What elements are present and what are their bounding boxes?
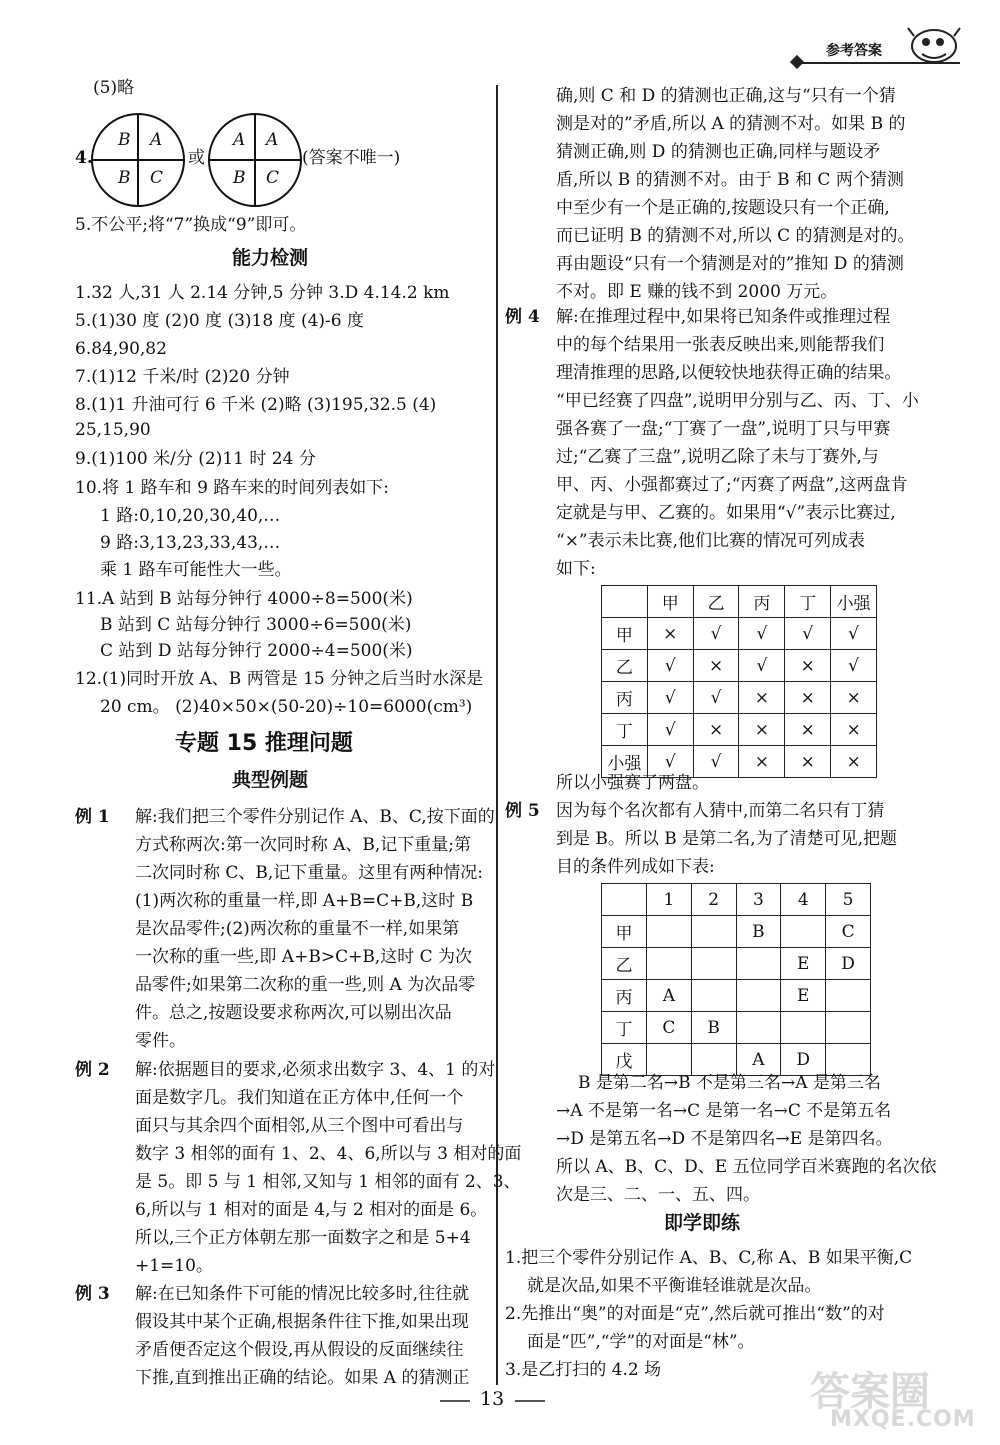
ex3-cont-line: 确,则 C 和 D 的猜测也正确,这与“只有一个猜 [556, 86, 896, 106]
table-cell: √ [647, 714, 693, 746]
table-cell: 4 [781, 884, 826, 916]
circle2-br: C [266, 168, 280, 188]
ex3-cont-line: 猜测正确,则 D 的猜测也正确,同样与题设矛 [556, 142, 881, 162]
table-row [602, 618, 877, 650]
table-cell: × [785, 682, 831, 714]
answer-line: 9 路:3,13,23,33,43,… [100, 533, 281, 553]
table-cell [602, 884, 647, 916]
ex2-line: 所以,三个正方体朝左那一面数字之和是 5+4 [135, 1228, 471, 1248]
ex2-line: 是 5。即 5 与 1 相邻,又知与 1 相邻的面有 2、3、 [135, 1172, 521, 1192]
ex3-cont-line: 测是对的”矛盾,所以 A 的猜测不对。如果 B 的 [556, 114, 906, 134]
answer-line: 乘 1 路车可能性大一些。 [100, 560, 292, 580]
table-cell: √ [647, 650, 693, 682]
ex4-line: 甲、丙、小强都赛过了;“丙赛了两盘”,这两盘肯 [556, 475, 908, 495]
ex4-conclusion: 所以小强赛了两盘。 [556, 773, 709, 793]
table-cell: √ [693, 746, 739, 778]
section-heading-practice: 即学即练 [664, 1212, 741, 1234]
ex2-line: 数字 3 相邻的面有 1、2、4、6,所以与 3 相对的面 [135, 1144, 522, 1164]
table-cell [646, 1044, 691, 1076]
circle1-tr: A [150, 130, 163, 150]
ex4-line: 理清推理的思路,以便较快地获得正确的结果。 [556, 363, 902, 383]
table-cell: √ [831, 618, 877, 650]
table-cell [691, 1044, 736, 1076]
table-cell: D [826, 948, 871, 980]
answer-line: C 站到 D 站每分钟行 2000÷4=500(米) [100, 641, 413, 661]
table-cell: B [736, 916, 781, 948]
table-cell: 乙 [602, 650, 648, 682]
answer-line: 1.32 人,31 人 2.14 分钟,5 分钟 3.D 4.14.2 km [75, 283, 450, 303]
table-cell: √ [647, 746, 693, 778]
table-cell: 小强 [831, 586, 877, 618]
ex5-line: 目的条件列成如下表: [556, 857, 715, 877]
ex5-line: 因为每个名次都有人猜中,而第二名只有丁猜 [556, 801, 885, 821]
ex1-line: 一次称的重一些,即 A+B>C+B,这时 C 为次 [135, 947, 473, 967]
ex3-cont-line: 中至少有一个是正确的,按题设只有一个正确, [556, 198, 890, 218]
ex4-line: “×”表示未比赛,他们比赛的情况可列成表 [556, 531, 866, 551]
answer-line: 5.(1)30 度 (2)0 度 (3)18 度 (4)-6 度 [75, 311, 365, 331]
ex3-line: 假设其中某个正确,根据条件往下推,如果出现 [135, 1312, 469, 1332]
table-cell: 丁 [602, 714, 648, 746]
circle1-br: C [150, 168, 164, 188]
q5-text: 5.不公平;将“7”换成“9”即可。 [75, 215, 307, 235]
ex2-line: 解:依据题目的要求,必须求出数字 3、4、1 的对 [135, 1060, 496, 1080]
circle-diagram-1 [90, 112, 186, 208]
ranking-table [601, 883, 871, 1076]
table-cell: √ [739, 618, 785, 650]
table-cell [646, 916, 691, 948]
table-cell: 2 [691, 884, 736, 916]
table-cell: × [785, 650, 831, 682]
table-cell: × [739, 714, 785, 746]
example-label: 例 5 [505, 801, 540, 821]
table-row [602, 682, 877, 714]
answer-line: 6.84,90,82 [75, 339, 167, 359]
table-cell: × [739, 682, 785, 714]
table-cell: 1 [646, 884, 691, 916]
ex4-line: 强各赛了一盘;“丁赛了一盘”,说明丁只与甲赛 [556, 419, 891, 439]
table-cell: C [646, 1012, 691, 1044]
example-label: 例 3 [75, 1284, 110, 1304]
circle1-tl: B [118, 130, 131, 150]
table-cell: 乙 [693, 586, 739, 618]
table-cell [602, 586, 648, 618]
ex5-after-line: →D 是第五名→D 不是第四名→E 是第四名。 [556, 1129, 893, 1149]
q5a-text: (5)略 [93, 78, 135, 98]
ex2-line: 面是数字几。我们知道在正方体中,任何一个 [135, 1088, 464, 1108]
table-cell [691, 948, 736, 980]
answer-line: 7.(1)12 千米/时 (2)20 分钟 [75, 367, 290, 387]
circle2-tl: A [233, 130, 246, 150]
watermark-logo: 答案圈 [810, 1369, 930, 1415]
ex1-line: 品零件;如果第二次称的重一些,则 A 为次品零 [135, 975, 476, 995]
table-cell: × [785, 714, 831, 746]
ex4-line: “甲已经赛了四盘”,说明甲分别与乙、丙、丁、小 [556, 391, 919, 411]
table-cell: × [831, 746, 877, 778]
ex1-line: 方式称两次:第一次同时称 A、B,记下重量;第 [135, 835, 472, 855]
table-cell: × [831, 714, 877, 746]
example-label: 例 1 [75, 807, 110, 827]
table-cell: E [781, 948, 826, 980]
table-row [602, 884, 871, 916]
table-cell: × [693, 650, 739, 682]
ex4-line: 中的每个结果用一张表反映出来,则能帮我们 [556, 335, 885, 355]
table-cell [826, 1012, 871, 1044]
ex4-line: 定就是与甲、乙赛的。如果用“√”表示比赛过, [556, 503, 896, 523]
ex1-line: 解:我们把三个零件分别记作 A、B、C,按下面的 [135, 807, 495, 827]
ex3-cont-line: 而已证明 B 的猜测不对,所以 C 的猜测是对的。 [556, 226, 915, 246]
match-table [601, 585, 877, 778]
page-number: 13 [480, 1388, 505, 1410]
table-cell: 乙 [602, 948, 647, 980]
topic-title: 专题 15 推理问题 [175, 731, 353, 756]
ex5-after-line: →A 不是第一名→C 是第一名→C 不是第五名 [556, 1101, 892, 1121]
ex2-line: 6,所以与 1 相对的面是 4,与 2 相对的面是 6。 [135, 1200, 488, 1220]
table-row [602, 948, 871, 980]
table-cell: √ [693, 618, 739, 650]
ex5-after-line: B 是第二名→B 不是第三名→A 是第三名 [578, 1073, 881, 1093]
table-cell: 甲 [647, 586, 693, 618]
table-row [602, 714, 877, 746]
table-cell: A [646, 980, 691, 1012]
table-cell: √ [785, 618, 831, 650]
answer-line: 11.A 站到 B 站每分钟行 4000÷8=500(米) [75, 589, 413, 609]
table-cell [781, 916, 826, 948]
practice-line: 就是次品,如果不平衡谁轻谁就是次品。 [527, 1276, 822, 1296]
practice-line: 1.把三个零件分别记作 A、B、C,称 A、B 如果平衡,C [505, 1248, 913, 1268]
table-cell: 丙 [602, 682, 648, 714]
ex1-line: (1)两次称的重量一样,即 A+B=C+B,这时 B [135, 891, 474, 911]
table-cell: × [785, 746, 831, 778]
table-cell [736, 948, 781, 980]
table-cell: √ [647, 682, 693, 714]
q4-note: (答案不唯一) [302, 148, 401, 168]
table-cell: √ [739, 650, 785, 682]
table-row [602, 916, 871, 948]
table-cell: 戊 [602, 1044, 647, 1076]
table-cell: 5 [826, 884, 871, 916]
table-row [602, 1012, 871, 1044]
table-cell [826, 1044, 871, 1076]
table-cell: √ [693, 682, 739, 714]
page-number-dash [515, 1400, 545, 1402]
watermark-url: MXQE.COM [830, 1407, 976, 1432]
table-cell: 3 [736, 884, 781, 916]
ex1-line: 二次同时称 C、B,记下重量。这里有两种情况: [135, 863, 484, 883]
table-cell: 丙 [739, 586, 785, 618]
table-cell: E [781, 980, 826, 1012]
mascot-icon [904, 22, 964, 67]
answer-line: 12.(1)同时开放 A、B 两管是 15 分钟之后当时水深是 [75, 669, 484, 689]
ex3-cont-line: 盾,所以 B 的猜测不对。由于 B 和 C 两个猜测 [556, 170, 904, 190]
section-heading-ability: 能力检测 [232, 247, 309, 269]
ex1-line: 件。总之,按题设要求称两次,可以剔出次品 [135, 1003, 452, 1023]
table-cell [691, 916, 736, 948]
table-row [602, 1044, 871, 1076]
table-cell: D [781, 1044, 826, 1076]
q4-number: 4. [75, 148, 93, 168]
answer-line: 10.将 1 路车和 9 路车来的时间列表如下: [75, 478, 390, 498]
ex3-line: 解:在已知条件下可能的情况比较多时,往往就 [135, 1284, 470, 1304]
table-cell: 甲 [602, 916, 647, 948]
table-cell: √ [831, 650, 877, 682]
answer-line: 20 cm。 (2)40×50×(50-20)÷10=6000(cm³) [100, 697, 473, 717]
ex2-line: +1=10。 [135, 1256, 213, 1276]
table-cell: × [693, 714, 739, 746]
table-cell [736, 980, 781, 1012]
table-cell: 丁 [602, 1012, 647, 1044]
ex1-line: 零件。 [135, 1031, 186, 1051]
practice-line: 2.先推出“奥”的对面是“克”,然后就可推出“数”的对 [505, 1304, 885, 1324]
table-row [602, 650, 877, 682]
table-cell: 丁 [785, 586, 831, 618]
table-cell [691, 980, 736, 1012]
table-cell: × [647, 618, 693, 650]
ex3-cont-line: 再由题设“只有一个猜测是对的”推知 D 的猜测 [556, 254, 904, 274]
circle2-tr: A [266, 130, 279, 150]
page-number-dash [440, 1400, 470, 1402]
ex5-line: 到是 B。所以 B 是第二名,为了清楚可见,把题 [556, 829, 898, 849]
table-cell: C [826, 916, 871, 948]
answer-line: B 站到 C 站每分钟行 3000÷6=500(米) [100, 615, 412, 635]
table-cell: 丙 [602, 980, 647, 1012]
circle1-bl: B [118, 168, 131, 188]
practice-line: 3.是乙打扫的 4.2 场 [505, 1360, 662, 1380]
table-cell [781, 1012, 826, 1044]
circle-diagram-2 [207, 112, 303, 208]
table-cell: × [831, 682, 877, 714]
ex1-line: 是次品零件;(2)两次称的重量不一样,如果第 [135, 919, 460, 939]
q4-or: 或 [188, 148, 205, 168]
answer-line: 9.(1)100 米/分 (2)11 时 24 分 [75, 449, 316, 469]
table-cell [646, 948, 691, 980]
ex4-line: 如下: [556, 559, 596, 579]
ex5-after-line: 所以 A、B、C、D、E 五位同学百米赛跑的名次依 [556, 1157, 937, 1177]
table-cell: B [691, 1012, 736, 1044]
table-cell: 小强 [602, 746, 648, 778]
practice-line: 面是“匹”,“学”的对面是“林”。 [527, 1332, 755, 1352]
table-cell [826, 980, 871, 1012]
table-cell: × [739, 746, 785, 778]
circle2-bl: B [233, 168, 246, 188]
table-row [602, 980, 871, 1012]
section-heading-examples: 典型例题 [232, 769, 309, 791]
example-label: 例 4 [505, 307, 540, 327]
table-cell [736, 1012, 781, 1044]
ex2-line: 面只与其余四个面相邻,从三个图中可看出与 [135, 1116, 464, 1136]
example-label: 例 2 [75, 1060, 110, 1080]
header-title: 参考答案 [826, 43, 882, 59]
ex3-cont-line: 不对。即 E 赚的钱不到 2000 万元。 [556, 282, 838, 302]
table-cell: A [736, 1044, 781, 1076]
ex4-line: 解:在推理过程中,如果将已知条件或推理过程 [556, 307, 891, 327]
answer-line: 1 路:0,10,20,30,40,… [100, 506, 281, 526]
table-cell: 甲 [602, 618, 648, 650]
answer-line: 8.(1)1 升油可行 6 千米 (2)略 (3)195,32.5 (4) [75, 395, 437, 415]
ex3-line: 矛盾便否定这个假设,再从假设的反面继续往 [135, 1340, 464, 1360]
answer-line: 25,15,90 [75, 420, 151, 440]
ex4-line: 过;“乙赛了三盘”,说明乙除了未与丁赛外,与 [556, 447, 879, 467]
ex5-after-line: 次是三、二、一、五、四。 [556, 1185, 760, 1205]
table-row [602, 586, 877, 618]
ex3-line: 下推,直到推出正确的结论。如果 A 的猜测正 [135, 1368, 470, 1388]
